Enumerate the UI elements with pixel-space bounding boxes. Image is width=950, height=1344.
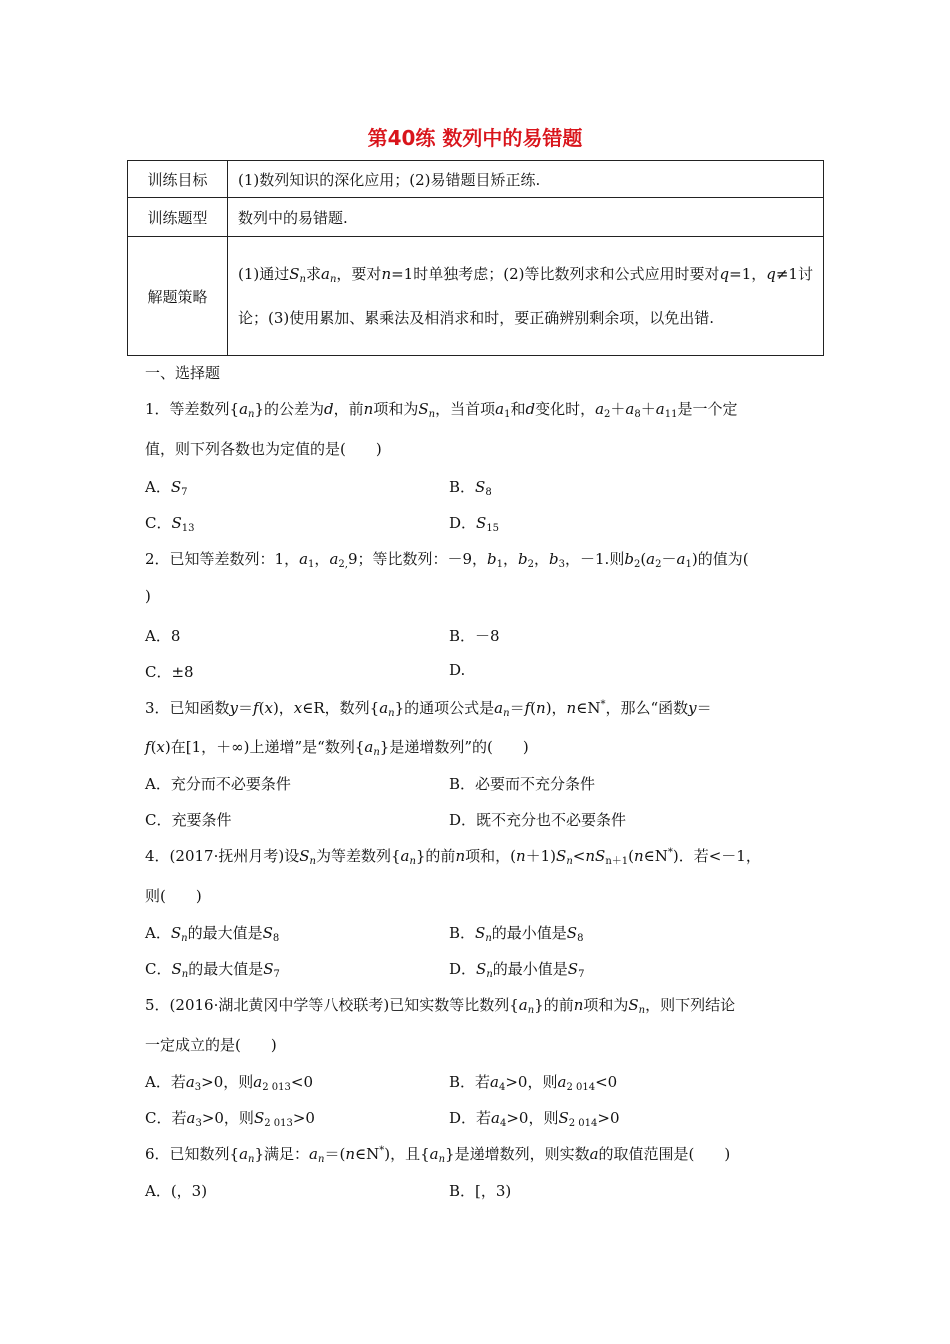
q5-option-b[interactable]: B．若$a_4>0$，则$a_{2 014}<0$ (449, 1073, 618, 1093)
q2-option-a[interactable]: A．8 (145, 627, 181, 645)
q3-option-c[interactable]: C．充要条件 (145, 811, 232, 829)
q4-stem-line2: 则( ) (145, 887, 202, 905)
q5-option-c[interactable]: C．若$a_3>0$，则$S_{2 013}>0$ (145, 1109, 315, 1129)
q1-option-c[interactable]: C．$S_{13}$ (145, 514, 195, 534)
q1-stem-line2: 值，则下列各数也为定值的是( ) (145, 440, 382, 458)
q5-option-a[interactable]: A．若$a_3>0$，则$a_{2 013}<0$ (145, 1073, 314, 1093)
q4-option-c[interactable]: C．$S_n$的最大值是$S_7$ (145, 960, 280, 980)
q6-stem-line1: 6．已知数列$\{a_n\}$满足：$a_n=(n\in N^*)$，且$\{a_n\}$是递增数列，则实数a的取值范围是( ) (145, 1145, 731, 1165)
q3-option-d[interactable]: D．既不充分也不必要条件 (449, 811, 627, 829)
q6-option-a[interactable]: A．(，3) (145, 1182, 208, 1200)
page-title: 第40练 数列中的易错题 (367, 126, 583, 150)
q2-stem-line1: 2．已知等差数列：1，$a_1$，$a_{2,}9$；等比数列：－9，$b_1$，$b_2$，$b_3$，－1.则$b_2(a_2-a_1)$的值为( (145, 550, 749, 570)
q5-stem-line2: 一定成立的是( ) (145, 1036, 277, 1054)
table-row (128, 161, 824, 198)
q1-option-a[interactable]: A．$S_7$ (145, 478, 188, 498)
q4-option-d[interactable]: D．$S_n$的最小值是$S_7$ (449, 960, 585, 980)
label-training-goal: 训练目标 (128, 161, 228, 198)
value-question-type: 数列中的易错题. (228, 198, 824, 237)
q4-option-a[interactable]: A．$S_n$的最大值是$S_8$ (145, 924, 280, 944)
q6-option-b[interactable]: B．[，3) (449, 1182, 512, 1200)
q4-stem-line1: 4．(2017·抚州月考)设$S_n$为等差数列$\{a_n\}$的前n项和，$(n+1)S_n<nS_{n+1}(n\in N^*)$．若<－1， (145, 847, 761, 867)
section-heading: 一、选择题 (145, 364, 221, 382)
table-row (128, 237, 824, 356)
q2-option-b[interactable]: B．－8 (449, 627, 500, 645)
q1-stem-line1: 1．等差数列$\{a_n\}$的公差为d，前n项和为$S_n$，当首项$a_1$和d变化时，$a_2+a_8+a_{11}$是一个定 (145, 400, 738, 420)
q2-option-c[interactable]: C．±8 (145, 663, 194, 681)
q5-option-d[interactable]: D．若$a_4>0$，则$S_{2 014}>0$ (449, 1109, 620, 1129)
q2-option-d[interactable]: D. (449, 661, 466, 679)
q4-option-b[interactable]: B．$S_n$的最小值是$S_8$ (449, 924, 584, 944)
q1-option-b[interactable]: B．$S_8$ (449, 478, 492, 498)
q3-stem-line1: 3．已知函数y＝f(x)，x∈R，数列$\{a_n\}$的通项公式是$a_n=f(n)$，n∈N*，那么“函数y＝ (145, 699, 712, 719)
q3-stem-line2: f(x)在[1，＋∞)上递增”是“数列$\{a_n\}$是递增数列”的( ) (145, 738, 529, 758)
q3-option-a[interactable]: A．充分而不必要条件 (145, 775, 291, 793)
table-row (128, 198, 824, 237)
label-strategy: 解题策略 (128, 237, 228, 356)
q2-stem-line2: ) (145, 587, 151, 605)
q5-stem-line1: 5．(2016·湖北黄冈中学等八校联考)已知实数等比数列$\{a_n\}$的前n项和为$S_n$，则下列结论 (145, 996, 736, 1016)
training-info-table (127, 160, 824, 356)
q3-option-b[interactable]: B．必要而不充分条件 (449, 775, 596, 793)
label-question-type: 训练题型 (128, 198, 228, 237)
value-training-goal: (1)数列知识的深化应用；(2)易错题目矫正练. (228, 161, 824, 198)
value-strategy: (1)通过$S_n$求$a_n$，要对n=1时单独考虑；(2)等比数列求和公式应用时要对q=1，q≠1讨论；(3)使用累加、累乘法及相消求和时，要正确辨别剩余项，以免出错. (228, 237, 824, 356)
q1-option-d[interactable]: D．$S_{15}$ (449, 514, 500, 534)
